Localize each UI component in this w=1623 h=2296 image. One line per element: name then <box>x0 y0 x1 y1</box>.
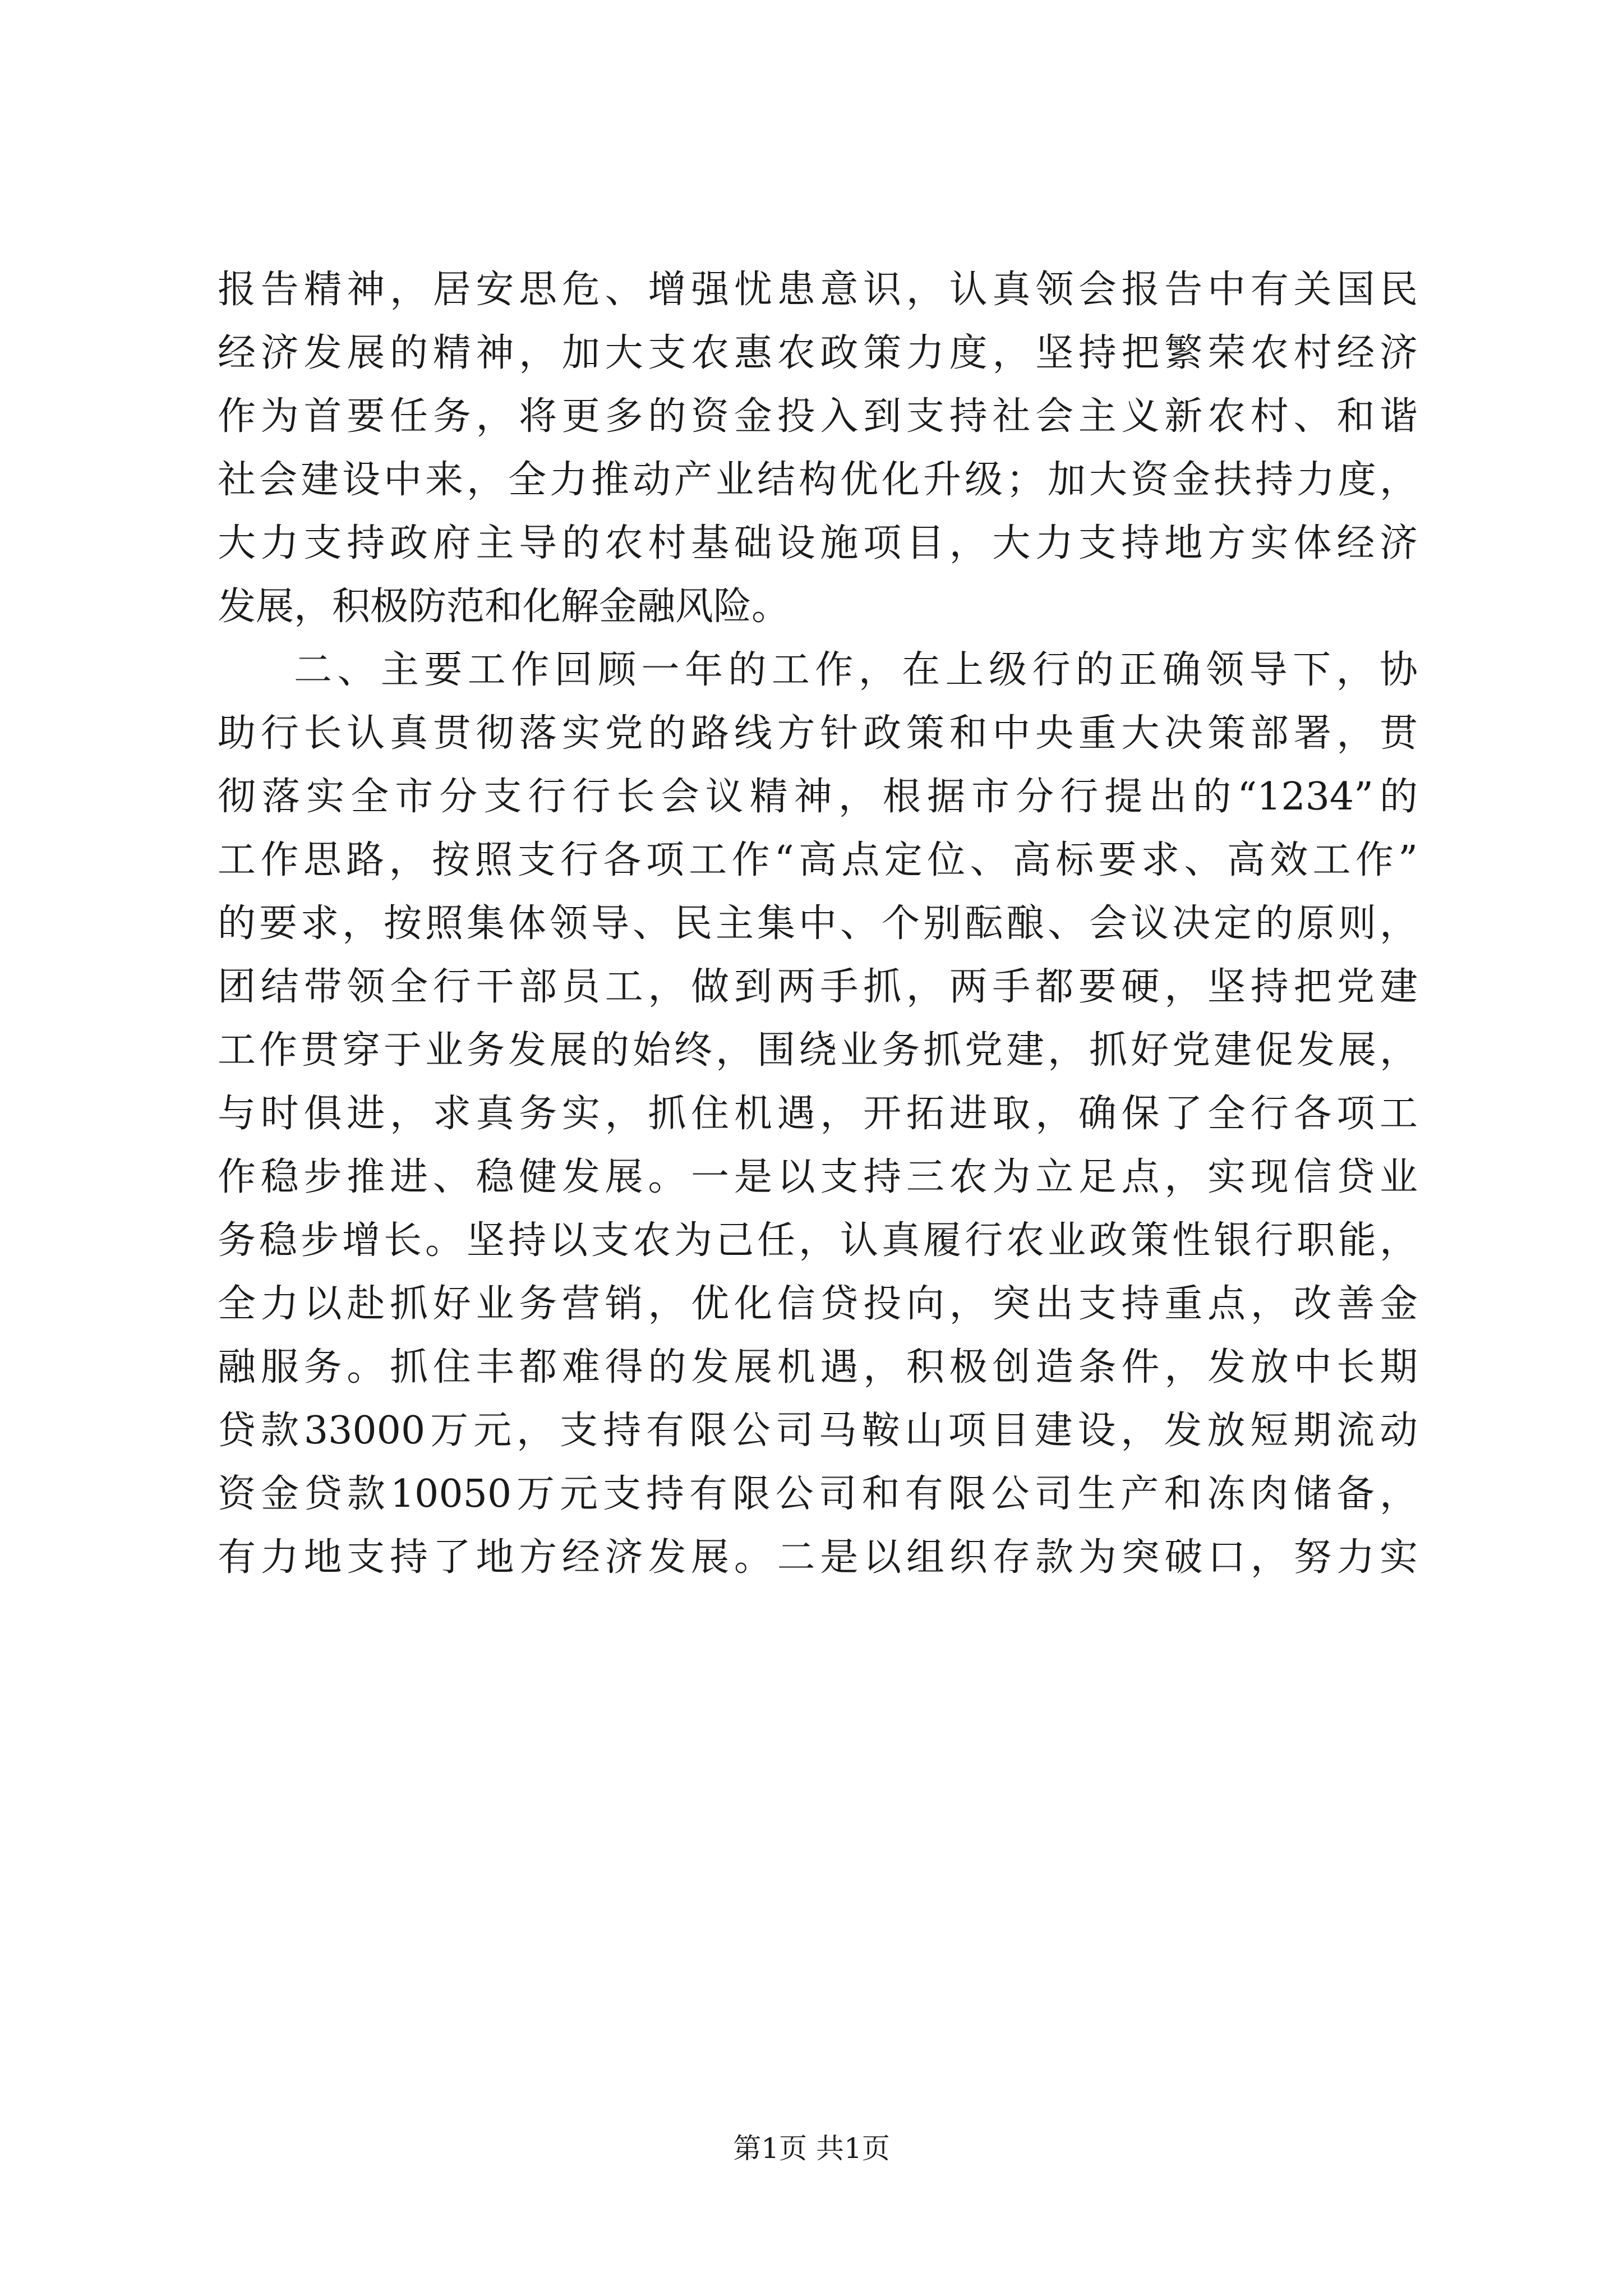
text-line: 融服务。抓住丰都难得的发展机遇，积极创造条件，发放中长期 <box>218 1345 1418 1389</box>
text-line: 报告精神，居安思危、增强忧患意识，认真领会报告中有关国民 <box>218 268 1418 312</box>
text-line: 务稳步增长。坚持以支农为己任，认真履行农业政策性银行职能， <box>218 1218 1418 1263</box>
text-line: 社会建设中来，全力推动产业结构优化升级；加大资金扶持力度， <box>218 458 1418 502</box>
document-body <box>218 258 1418 1589</box>
text-line: 作稳步推进、稳健发展。一是以支持三农为立足点，实现信贷业 <box>218 1155 1418 1199</box>
text-line: 大力支持政府主导的农村基础设施项目，大力支持地方实体经济 <box>218 521 1418 565</box>
page-footer: 第1页 共1页 <box>733 2132 890 2165</box>
text-line-paragraph-start: 二、主要工作回顾一年的工作，在上级行的正确领导下，协 <box>294 648 1418 692</box>
text-line: 与时俱进，求真务实，抓住机遇，开拓进取，确保了全行各项工 <box>218 1092 1418 1136</box>
text-line: 的要求，按照集体领导、民主集中、个别酝酿、会议决定的原则， <box>218 901 1418 946</box>
text-line-paragraph-end: 发展，积极防范和化解金融风险。 <box>218 585 790 629</box>
text-line: 助行长认真贯彻落实党的路线方针政策和中央重大决策部署，贯 <box>218 711 1418 756</box>
text-line: 贷款33000万元，支持有限公司马鞍山项目建设，发放短期流动 <box>218 1409 1418 1453</box>
text-line: 作为首要任务，将更多的资金投入到支持社会主义新农村、和谐 <box>218 394 1418 439</box>
text-line: 团结带领全行干部员工，做到两手抓，两手都要硬，坚持把党建 <box>218 965 1418 1009</box>
text-line: 全力以赴抓好业务营销，优化信贷投向，突出支持重点，改善金 <box>218 1282 1418 1326</box>
text-line: 资金贷款10050万元支持有限公司和有限公司生产和冻肉储备， <box>218 1472 1418 1516</box>
text-line: 彻落实全市分支行行长会议精神，根据市分行提出的“1234”的 <box>218 775 1418 819</box>
text-line: 工作贯穿于业务发展的始终，围绕业务抓党建，抓好党建促发展， <box>218 1028 1418 1073</box>
text-line: 经济发展的精神，加大支农惠农政策力度，坚持把繁荣农村经济 <box>218 331 1418 375</box>
text-line: 工作思路，按照支行各项工作“高点定位、高标要求、高效工作” <box>218 838 1418 882</box>
text-line: 有力地支持了地方经济发展。二是以组织存款为突破口，努力实 <box>218 1535 1418 1580</box>
